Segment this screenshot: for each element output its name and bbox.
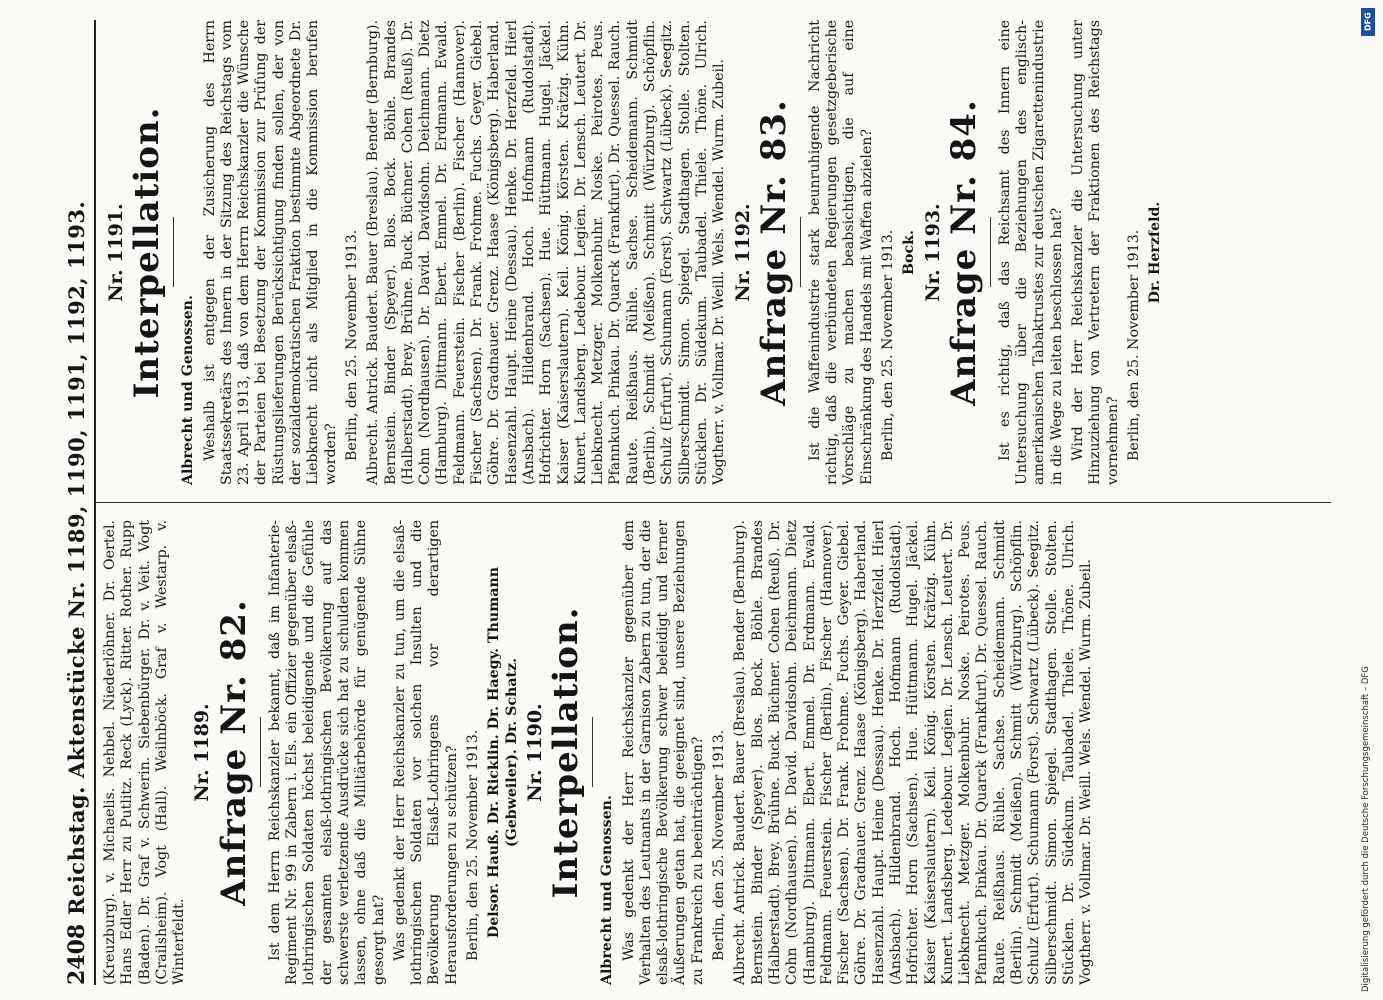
interpellation-1190-intro: Albrecht und Genossen.: [599, 795, 616, 985]
interpellation-1191-intro: Albrecht und Genossen.: [180, 295, 197, 485]
anfrage-84-signer: Dr. Herzfeld.: [1147, 201, 1164, 304]
header-title: Reichstag. Aktenstücke Nr. 1189, 1190, 1191, 1192, 1193.: [64, 200, 89, 915]
continuation-names: (Kreuzburg). v. Michaelis. Nehbel. Niederlöhner. Dr. Oertel. Hans Edler Herr zu Putlitz. Reck (Lyck). Ritter. Rother. Rupp (Baden). Dr. Graf v. Schwerin. Siebenbürger. Dr. v. Veit. Vogt (Crailsheim). Vogt (Hall). Weilnböck. Graf v. Westarp. v. Winterfeldt.: [102, 520, 188, 985]
section-rule: [173, 218, 174, 288]
interpellation-1190-signers: Albrecht. Antrick. Baudert. Bauer (Breslau). Bender (Bernburg). Bernstein. Binder (Speyer). Blos. Bock. Böhle. Brandes (Halberstadt). Brey. Brühne. Buck. Büchner. Cohen (Reuß). Dr. Cohn (Nordhausen). Dr. David. Davidsohn. Deichmann. Dietz (Hamburg). Dittmann. Ebert. Emmel. Dr. Erdmann. Ewald. Feldmann. Feuerstein. Fischer (Berlin). Fischer (Hannover). Fischer (Sachsen). Dr. Frank. Frohme. Fuchs. Geyer. Giebel. Göhre. Dr. Gradnauer. Grenz. Haase (Königsberg). Haberland. Hasenzahl. Haupt. Heine (Dessau). Henke. Dr. Herzfeld. Hierl (Ansbach). Hildenbrand. Hoch. Hofmann (Rudolstadt). Hofrichter. Horn (Sachsen). Hue. Hüttmann. Hugel. Jäckel. Kaiser (Kaiserslautern). Keil. König. Körsten. Krätzig. Kühn. Kunert. Landsberg. Ledebour. Legien. Dr. Lensch. Leutert. Dr. Liebknecht. Metzger. Molkenbuhr. Noske. Peirotes. Peus. Pfannkuch. Pinkau. Dr. Quarck (Frankfurt). Dr. Quessel. Rauch. Raute. Reißhaus. Rühle. Sachse. Scheidemann. Schmidt (Berlin). Schmidt (Meißen). Schmitt (Würzburg). Schöpflin. Schulz (Erfurt). Schumann (Forst). Schwartz (Lübeck). Seegitz. Silberschmidt. Simon. Spiegel. Stadthagen. Stolle. Stolten. Stücklen. Dr. Südekum. Taubadel. Thiele. Thöne. Ulrich. Vogtherr. v. Vollmar. Dr. Weill. Wels. Wendel. Wurm. Zubeil.: [732, 520, 1095, 985]
anfrage-83-paragraph: Ist die Waffenindustrie stark beunruhigende Nachricht richtig, daß die verbündeten Regierungen gesetzgeberische Vorschläge zu machen beabsichtigen, die auf eine Einschränkung des Handels mit Waffen abzielen?: [806, 20, 875, 485]
interpellation-1191-date: Berlin, den 25. November 1913.: [343, 229, 360, 461]
interpellation-1191-signers: Albrecht. Antrick. Baudert. Bauer (Breslau). Bender (Bernburg). Bernstein. Binder (Speyer). Blos. Bock. Böhle. Brandes (Halberstadt). Brey. Brühne. Buck. Büchner. Cohen (Reuß). Dr. Cohn (Nordhausen). Dr. David. Davidsohn. Deichmann. Dietz (Hamburg). Dittmann. Ebert. Emmel. Dr. Erdmann. Ewald. Feldmann. Feuerstein. Fischer (Berlin). Fischer (Hannover). Fischer (Sachsen). Dr. Frank. Frohme. Fuchs. Geyer. Giebel. Göhre. Dr. Gradnauer. Grenz. Haase (Königsberg). Haberland. Hasenzahl. Haupt. Heine (Dessau). Henke. Dr. Herzfeld. Hierl (Ansbach). Hildenbrand. Hoch. Hofmann (Rudolstadt). Hofrichter. Horn (Sachsen). Hue. Hüttmann. Hugel. Jäckel. Kaiser (Kaiserslautern). Keil. König. Körsten. Krätzig. Kühn. Kunert. Landsberg. Ledebour. Legien. Dr. Lensch. Leutert. Dr. Liebknecht. Metzger. Molkenbuhr. Noske. Peirotes. Peus. Pfannkuch. Pinkau. Dr. Quarck (Frankfurt). Dr. Quessel. Rauch. Raute. Reißhaus. Rühle. Sachse. Scheidemann. Schmidt (Berlin). Schmidt (Meißen). Schmitt (Würzburg). Schöpflin. Schulz (Erfurt). Schumann (Forst). Schwartz (Lübeck). Seegitz. Silberschmidt. Simon. Spiegel. Stadthagen. Stolle. Stolten. Stücklen. Dr. Südekum. Taubadel. Thiele. Thöne. Ulrich. Vogtherr. v. Vollmar. Dr. Weill. Wels. Wendel. Wurm. Zubeil.: [365, 20, 728, 485]
dfg-watermark-text: Digitalisierung gefördert durch die Deutsche Forschungsgemeinschaft – DFG: [1361, 666, 1371, 992]
anfrage-82-signers: Delsor. Hauß. Dr. Ricklin. Dr. Haegy. Thumann (Gebweiler). Dr. Schatz.: [486, 566, 520, 939]
heading-anfrage-82: Anfrage Nr. 82.: [213, 599, 254, 906]
running-header: [58, 20, 92, 985]
anfrage-84-paragraph-1: Ist es richtig, daß das Reichsamt des Innern eine Untersuchung über die Beziehungen des englisch-amerikanischen Tabaktrustes zur deutschen Zigarettenindustrie in die Wege zu leiten beschlossen hat?: [996, 20, 1065, 485]
doc-number-1190: Nr. 1190.: [523, 703, 546, 802]
doc-number-1191: Nr. 1191.: [105, 203, 127, 302]
section-rule: [990, 218, 991, 288]
right-column: [102, 20, 1169, 485]
heading-interpellation-1191: Interpellation.: [127, 106, 168, 399]
doc-number-1189: Nr. 1189.: [191, 703, 214, 802]
anfrage-82-date: Berlin, den 25. November 1913.: [465, 729, 482, 961]
anfrage-84-date: Berlin, den 25. November 1913.: [1125, 229, 1142, 461]
interpellation-1191-paragraph: Weshalb ist entgegen der Zusicherung des Herrn Staatssekretärs des Innern in der Sitzung des Reichstags vom 23. April 1913, daß von dem Herrn Reichskanzler die Wünsche der Parteien bei Besetzung der Kommission zur Prüfung der Rüstungslieferungen Berücksichtigung finden sollen, der von der sozialdemokratischen Fraktion bestimmte Abgeordnete Dr. Liebknecht nicht als Mitglied in die Kommission berufen worden?: [201, 20, 339, 485]
anfrage-82-paragraph-2: Was gedenkt der Herr Reichskanzler zu tun, um die elsaß-lothringischen Soldaten vor solchen Insulten und die Bevölkerung Elsaß-Lothringens vor derartigen Herausforderungen zu schützen?: [391, 520, 460, 985]
section-rule: [800, 218, 801, 288]
dfg-watermark: [1361, 8, 1375, 992]
section-rule: [260, 718, 261, 788]
section-rule: [592, 718, 593, 788]
doc-number-1192: Nr. 1192.: [731, 203, 754, 302]
column-divider: [96, 502, 1331, 503]
heading-interpellation-1190: Interpellation.: [546, 606, 587, 899]
interpellation-1190-paragraph: Was gedenkt der Herr Reichskanzler gegenüber dem Verhalten des Leutnants in der Garnison Zabern zu tun, der die elsaß-lothringische Bevölkerung schwer beleidigt und ferner Äußerungen getan hat, die geeignet sind, unsere Beziehungen zu Frankreich zu beeinträchtigen?: [620, 520, 706, 985]
anfrage-83-signer: Bock.: [901, 230, 918, 275]
left-column: [102, 520, 1100, 985]
interpellation-1190-date: Berlin, den 25. November 1913.: [711, 729, 728, 961]
heading-anfrage-83: Anfrage Nr. 83.: [753, 99, 794, 406]
dfg-logo: DFG: [1361, 8, 1375, 36]
heading-anfrage-84: Anfrage Nr. 84.: [943, 99, 984, 406]
anfrage-83-date: Berlin, den 25. November 1913.: [879, 229, 896, 461]
anfrage-82-paragraph-1: Ist dem Herrn Reichskanzler bekannt, daß im Infanterie-Regiment Nr. 99 in Zabern i. Els. ein Offizier gegenüber elsaß-lothringischen Soldaten höchst beleidigende und die Gefühle der gesamten elsaß-lothringischen Bevölkerung auf das schwerste verletzende Ausdrücke sich hat zu schulden kommen lassen, ohne daß die Militärbehörde für genügende Sühne gesorgt hat?: [266, 520, 387, 985]
anfrage-84-paragraph-2: Wird der Herr Reichskanzler die Untersuchung unter Hinzuziehung von Vertretern der Fraktionen des Reichstags vornehmen?: [1070, 20, 1121, 485]
doc-number-1193: Nr. 1193.: [921, 203, 944, 302]
page-number: 2408: [64, 923, 90, 985]
